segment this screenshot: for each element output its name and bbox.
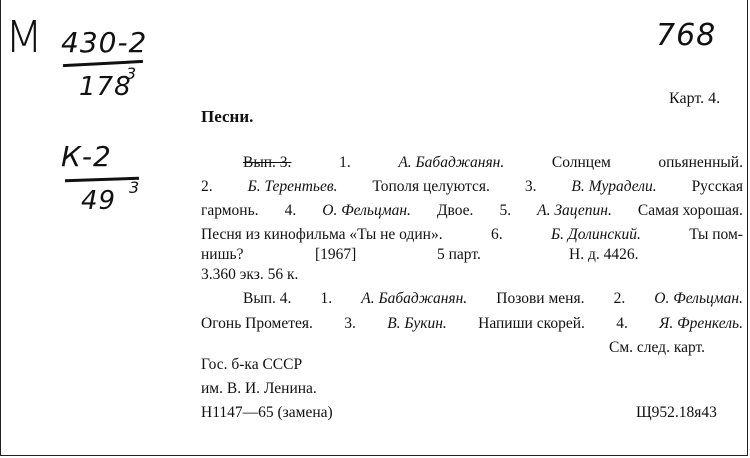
issue3-a3: В. Мурадели. [571,178,657,195]
issue4-a4: Я. Френкель. [659,315,743,332]
issue4-a2: О. Фельцман. [654,290,743,307]
library-line3: Н1147—65 (замена) [201,404,333,421]
library-line1: Гос. б-ка СССР [201,356,303,373]
card-title: Песни. [201,107,254,126]
issue4-vyp: Вып. 4. [243,290,292,307]
hand-shelf-bottom-sup: 3 [126,64,138,83]
issue3-year: [1967] [315,246,357,263]
issue3-t5: Самая хорошая. [637,202,743,219]
issue4-n4: 4. [616,315,628,332]
issue3-t4: Двое. [436,202,474,219]
issue3-a5: А. Зацепин. [537,202,612,219]
issue4-next-card: См. след. карт. [609,339,706,356]
issue3-line1 [243,154,743,172]
issue3-t5b: Песня из кинофильма «Ты не один». [201,226,443,243]
issue3-t2: Тополя целуются. [372,178,490,195]
issue4-line2 [201,315,743,333]
issue3-n6: 6. [491,226,503,243]
issue3-parts: 5 парт. [437,246,481,263]
issue4-t3: Напиши скорей. [478,315,585,332]
hand-second-rule [65,177,139,183]
hand-shelf-bottom: 178 [79,72,132,102]
catalog-code: Щ952.18я43 [636,404,717,421]
hand-second-bottom-sup: 3 [129,178,141,197]
issue3-t3b: гармонь. [201,202,259,219]
issue4-t2: Огонь Прометея. [201,315,313,332]
hand-shelf-top: 430-2 [61,26,148,59]
issue3-line3 [201,202,743,220]
issue3-a2: Б. Терентьев. [247,178,338,195]
hand-second-top: К-2 [61,140,112,173]
issue3-copies: 3.360 экз. 56 к. [201,266,299,283]
card-label: Карт. 4. [669,90,721,107]
issue3-n3: 3. [524,178,537,195]
issue3-n2: 2. [201,178,213,195]
issue3-a4: О. Фельцман. [322,202,411,219]
issue3-t1b: опьяненный. [658,154,743,171]
issue3-a6: Б. Долинский. [551,226,641,243]
issue3-t3: Русская [691,178,743,195]
issue4-a1: А. Бабаджанян. [361,290,468,307]
issue4-t1: Позови меня. [496,290,585,307]
issue3-t6: Ты пом- [689,226,743,243]
issue3-t6b: нишь? [201,246,244,263]
issue3-t1: Солнцем [551,154,611,171]
issue3-price: Н. д. 4426. [569,246,639,263]
issue4-n3: 3. [344,315,356,332]
hand-second-bottom: 49 [81,186,117,216]
issue3-line4 [201,226,743,244]
library-line2: им. В. И. Ленина. [201,380,317,397]
issue4-n1: 1. [320,290,333,307]
issue4-n2: 2. [613,290,626,307]
issue3-vyp: Вып. 3. [243,154,292,171]
issue3-n5: 5. [499,202,512,219]
issue4-line1 [243,290,743,308]
issue3-line2 [201,178,743,196]
hand-letter: М [5,12,44,63]
hand-number: 768 [656,18,717,53]
issue4-a3: В. Букин. [387,315,447,332]
issue3-a1: А. Бабаджанян. [398,154,505,171]
issue3-n4: 4. [284,202,297,219]
issue3-n1: 1. [339,154,351,171]
